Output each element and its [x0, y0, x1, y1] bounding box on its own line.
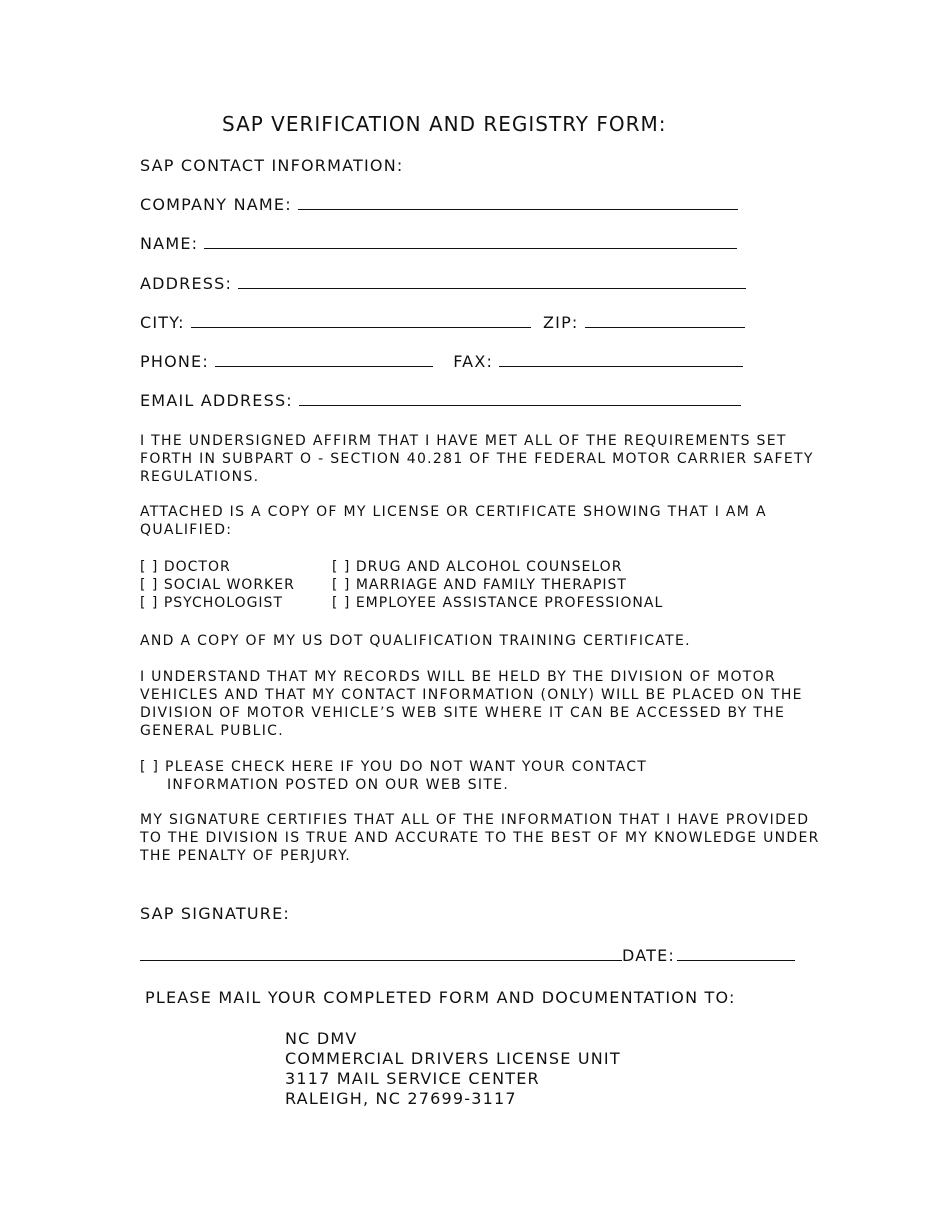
- company-name-field[interactable]: [298, 195, 738, 210]
- records-line: I UNDERSTAND THAT MY RECORDS WILL BE HELD BY THE DIVISION OF MOTOR: [140, 669, 776, 685]
- certify-paragraph: [140, 811, 830, 865]
- signature-field[interactable]: [140, 946, 622, 961]
- email-label: EMAIL ADDRESS:: [140, 391, 293, 410]
- option-drug-alcohol-counselor[interactable]: [ ] DRUG AND ALCOHOL COUNSELOR: [332, 559, 623, 575]
- email-field[interactable]: [299, 391, 741, 406]
- zip-field[interactable]: [585, 313, 745, 328]
- address-field[interactable]: [238, 274, 746, 289]
- certify-line: THE PENALTY OF PERJURY.: [140, 848, 351, 864]
- optout-checkbox[interactable]: [ ] PLEASE CHECK HERE IF YOU DO NOT WANT YOUR CONTACT: [140, 759, 648, 775]
- records-line: VEHICLES AND THAT MY CONTACT INFORMATION (ONLY) WILL BE PLACED ON THE: [140, 687, 803, 703]
- company-name-row: [140, 195, 738, 214]
- attached-paragraph: [140, 503, 830, 539]
- address-label: ADDRESS:: [140, 274, 233, 293]
- fax-label: FAX:: [453, 352, 494, 371]
- records-line: GENERAL PUBLIC.: [140, 723, 284, 739]
- affirmation-paragraph: [140, 432, 830, 486]
- date-field[interactable]: [677, 946, 795, 961]
- address-line: COMMERCIAL DRIVERS LICENSE UNIT: [285, 1049, 621, 1068]
- address-line: RALEIGH, NC 27699-3117: [285, 1089, 517, 1108]
- city-field[interactable]: [191, 313, 531, 328]
- certify-line: TO THE DIVISION IS TRUE AND ACCURATE TO THE BEST OF MY KNOWLEDGE UNDER: [140, 830, 820, 846]
- records-paragraph: [140, 668, 830, 740]
- section-heading: SAP CONTACT INFORMATION:: [140, 156, 404, 175]
- name-label: NAME:: [140, 234, 199, 253]
- certify-line: MY SIGNATURE CERTIFIES THAT ALL OF THE INFORMATION THAT I HAVE PROVIDED: [140, 812, 810, 828]
- address-row: [140, 274, 746, 293]
- option-marriage-family-therapist[interactable]: [ ] MARRIAGE AND FAMILY THERAPIST: [332, 577, 627, 593]
- copy-certificate-text: AND A COPY OF MY US DOT QUALIFICATION TRAINING CERTIFICATE.: [140, 633, 691, 649]
- option-psychologist[interactable]: [ ] PSYCHOLOGIST: [140, 595, 283, 611]
- option-employee-assistance-professional[interactable]: [ ] EMPLOYEE ASSISTANCE PROFESSIONAL: [332, 595, 664, 611]
- attached-line: ATTACHED IS A COPY OF MY LICENSE OR CERTIFICATE SHOWING THAT I AM A: [140, 504, 767, 520]
- form-title: SAP VERIFICATION AND REGISTRY FORM:: [222, 112, 667, 136]
- affirmation-line: FORTH IN SUBPART O - SECTION 40.281 OF THE FEDERAL MOTOR CARRIER SAFETY: [140, 451, 814, 467]
- affirmation-line: REGULATIONS.: [140, 469, 260, 485]
- date-label: DATE:: [622, 946, 676, 965]
- option-social-worker[interactable]: [ ] SOCIAL WORKER: [140, 577, 295, 593]
- name-row: [140, 234, 737, 253]
- company-name-label: COMPANY NAME:: [140, 195, 292, 214]
- phone-field[interactable]: [215, 352, 433, 367]
- fax-field[interactable]: [499, 352, 743, 367]
- phone-label: PHONE:: [140, 352, 209, 371]
- option-doctor[interactable]: [ ] DOCTOR: [140, 559, 231, 575]
- city-zip-row: [140, 313, 745, 332]
- address-line: 3117 MAIL SERVICE CENTER: [285, 1069, 540, 1088]
- optout-text: INFORMATION POSTED ON OUR WEB SITE.: [167, 777, 510, 793]
- attached-line: QUALIFIED:: [140, 522, 233, 538]
- zip-label: ZIP:: [543, 313, 579, 332]
- mail-address: [285, 1029, 621, 1109]
- records-line: DIVISION OF MOTOR VEHICLE’S WEB SITE WHERE IT CAN BE ACCESSED BY THE: [140, 705, 786, 721]
- affirmation-line: I THE UNDERSIGNED AFFIRM THAT I HAVE MET ALL OF THE REQUIREMENTS SET: [140, 433, 787, 449]
- signature-date-row: [140, 946, 795, 965]
- city-label: CITY:: [140, 313, 185, 332]
- name-field[interactable]: [204, 234, 737, 249]
- address-line: NC DMV: [285, 1029, 358, 1048]
- signature-label: SAP SIGNATURE:: [140, 904, 290, 923]
- mail-instruction: PLEASE MAIL YOUR COMPLETED FORM AND DOCUMENTATION TO:: [145, 988, 736, 1007]
- phone-fax-row: [140, 352, 743, 371]
- email-row: [140, 391, 741, 410]
